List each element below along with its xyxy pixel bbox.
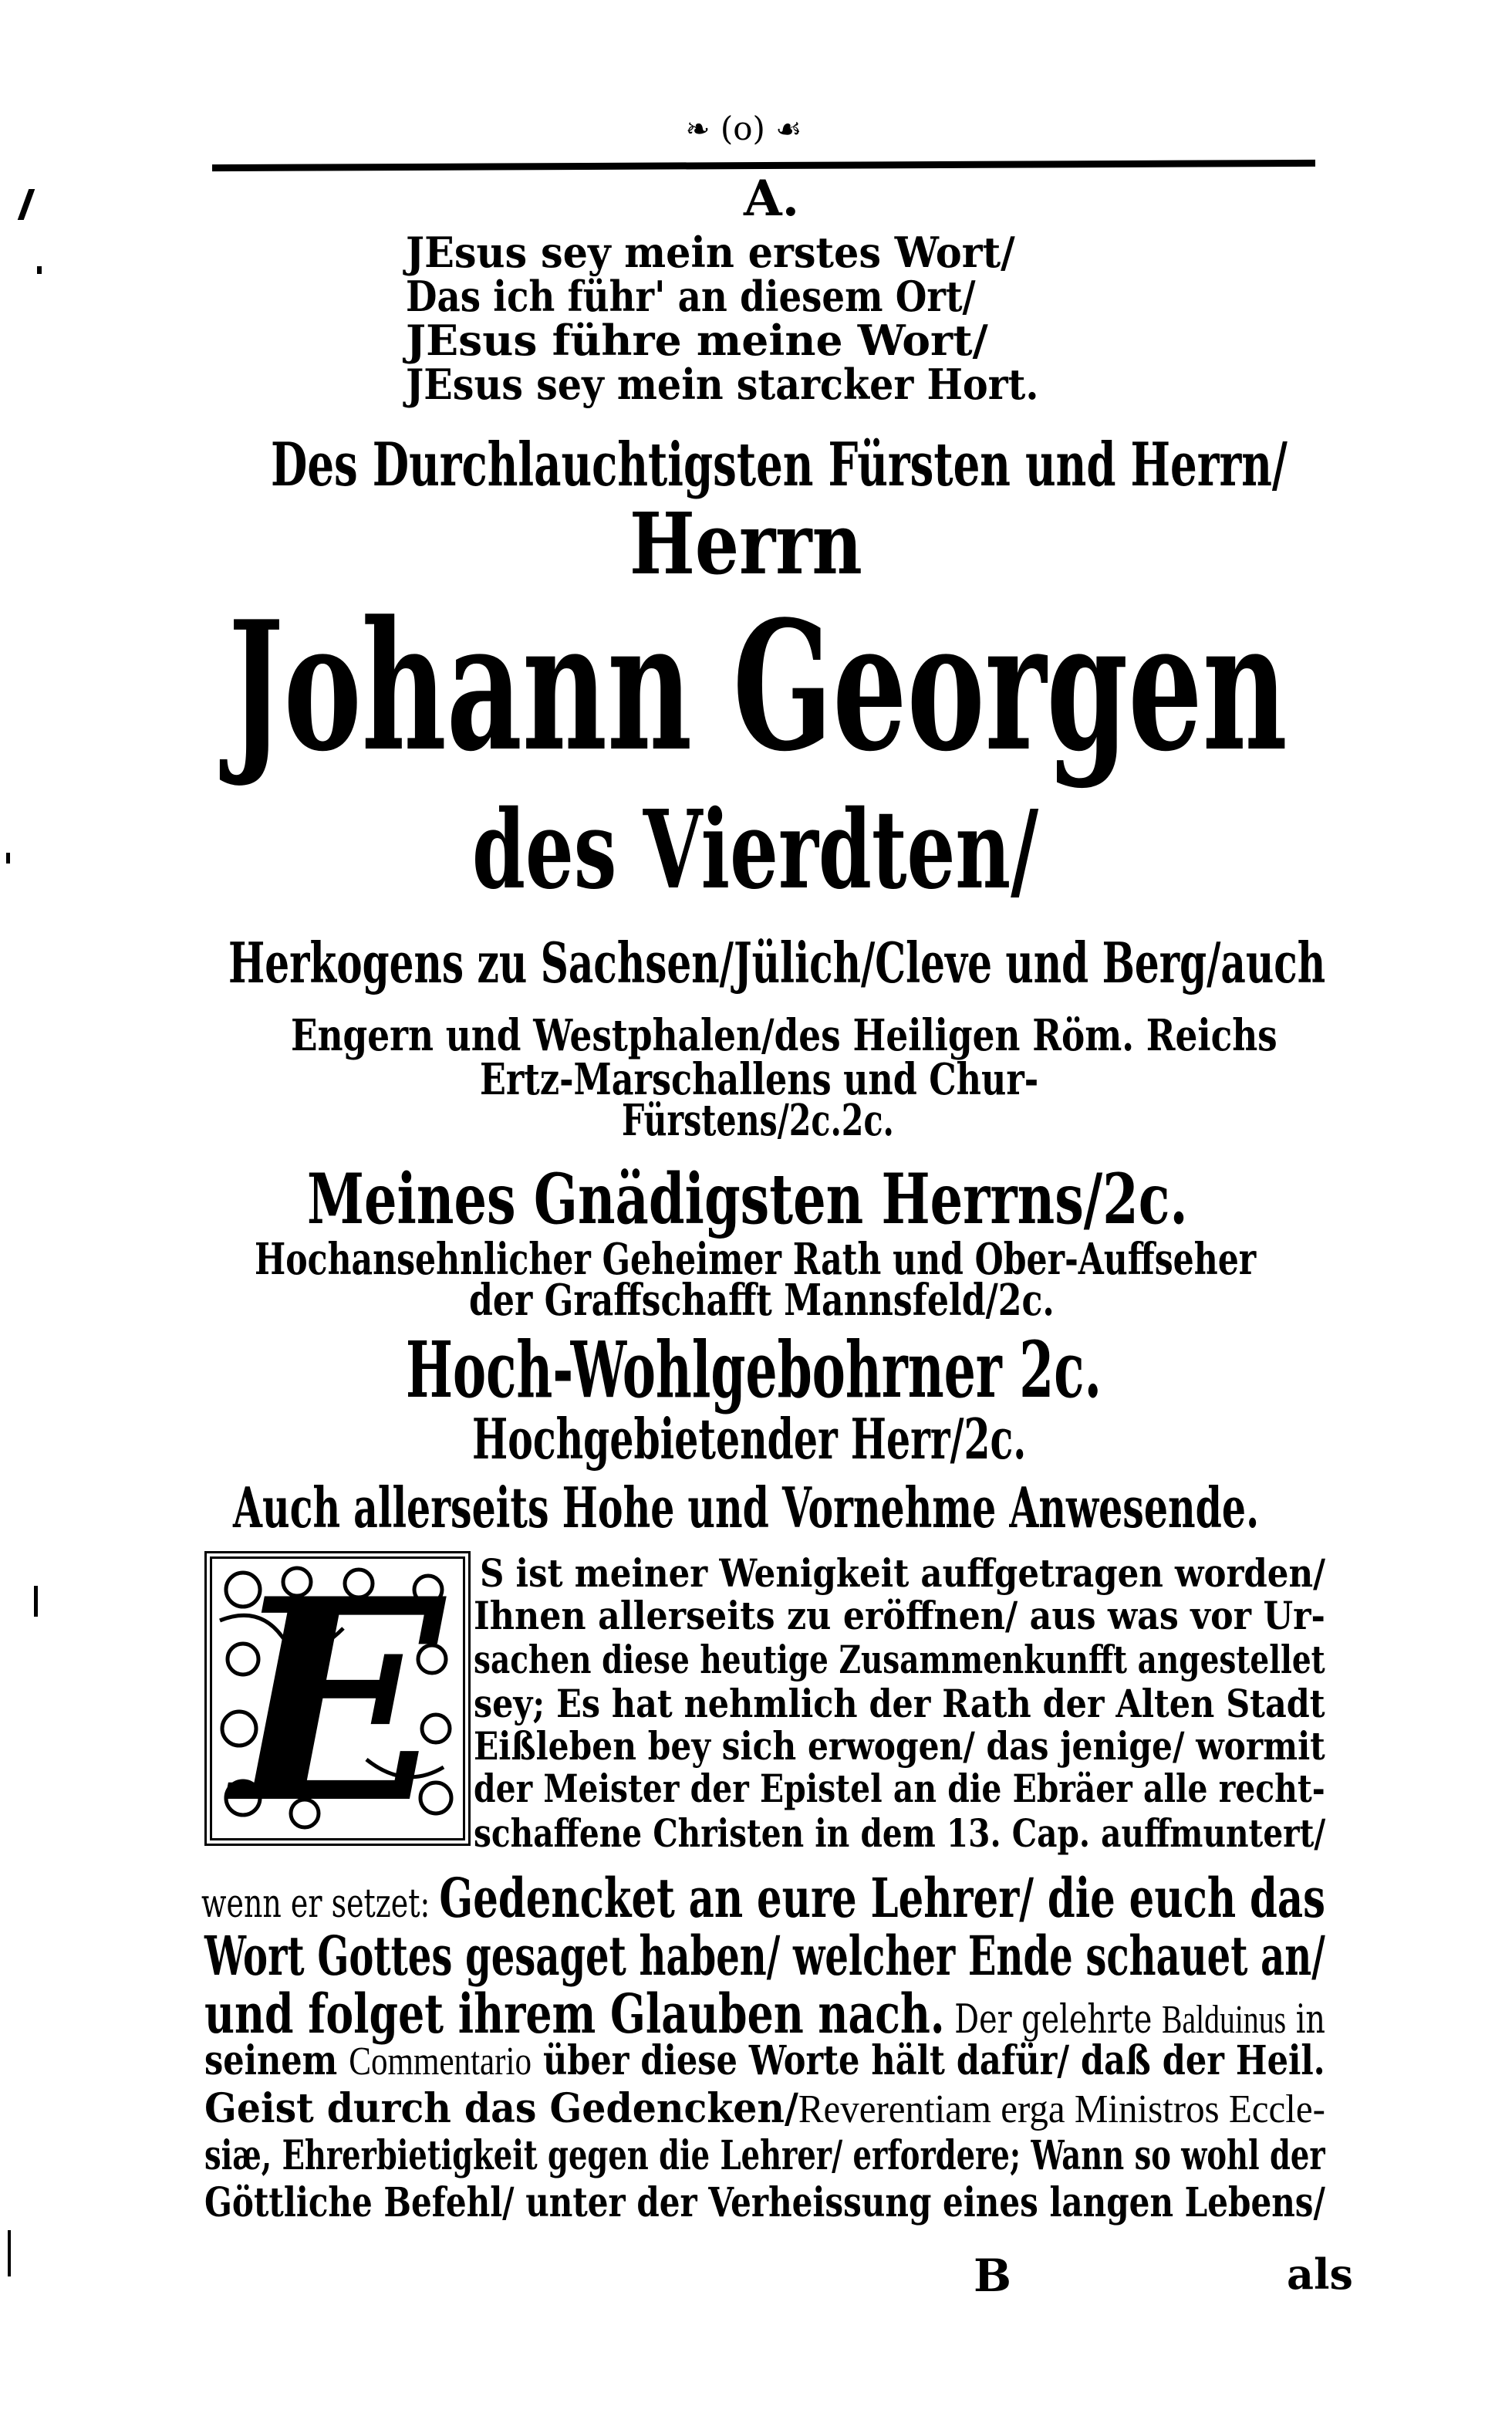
catchword: als xyxy=(1287,2249,1353,2299)
body-line: wenn er setzet: Gedencket an eure Lehrer/ die euch das xyxy=(201,1866,1326,1930)
body-line: Geist durch das Gedencken/Reverentiam erga Ministros Eccle- xyxy=(204,2085,1325,2132)
fleuron-left-icon: ❧ xyxy=(685,112,710,146)
address-line: Des Durchlauchtigsten Fürsten und Herrn/ xyxy=(271,430,1288,500)
address-line: Auch allerseits Hohe und Vornehme Anwesende. xyxy=(233,1475,1260,1540)
address-line: Herrn xyxy=(629,494,862,593)
address-line: des Vierdten/ xyxy=(472,787,1039,914)
body-line: seinem Commentario über diese Worte hält dafür/ daß der Heil. xyxy=(204,2037,1325,2084)
body-line: und folget ihrem Glauben nach. Der gelehrte Balduinus in xyxy=(204,1982,1325,2046)
body-line: S ist meiner Wenigkeit auffgetragen worden/ xyxy=(480,1550,1325,1596)
address-line: Hoch-Wohlgebohrner 2c. xyxy=(406,1324,1102,1415)
scan-mark xyxy=(34,1586,38,1617)
scripture-quote: Gedencket an eure Lehrer/ die euch das xyxy=(439,1866,1326,1930)
invocation-line: JEsus sey mein starcker Hort. xyxy=(406,360,1039,409)
body-line: schaffene Christen in dem 13. Cap. auffmuntert/ xyxy=(474,1810,1326,1856)
body-line: Ihnen allerseits zu eröffnen/ aus was vor Ur- xyxy=(474,1593,1325,1638)
invocation-line: JEsus führe meine Wort/ xyxy=(406,316,988,365)
scripture-quote: und folget ihrem Glauben nach. xyxy=(204,1982,945,2046)
body-line: siæ, Ehrerbietigkeit gegen die Lehrer/ erfordere; Wann so wohl der xyxy=(204,2132,1325,2179)
signature-letter: A. xyxy=(744,170,799,228)
fleuron-right-icon: ☙ xyxy=(775,112,802,146)
address-line: Hochgebietender Herr/2c. xyxy=(472,1406,1027,1472)
dropcap-letter: E xyxy=(231,1551,444,1846)
scan-mark xyxy=(8,2230,11,2276)
dedicatee-name: Johann Georgen xyxy=(228,583,1288,791)
address-line: Ertz-Marschallens und Chur- xyxy=(480,1054,1039,1105)
body-line: sachen diese heutige Zusammenkunfft angestellet xyxy=(474,1637,1325,1682)
body-line scripture-quote: Wort Gottes gesaget haben/ welcher Ende schauet an/ xyxy=(204,1924,1325,1988)
body-line: sey; Es hat nehmlich der Rath der Alten Stadt xyxy=(474,1681,1325,1726)
invocation-line: Das ich führ' an diesem Ort/ xyxy=(406,272,976,321)
author-name: Balduinus xyxy=(1161,1998,1287,2042)
body-line: Göttliche Befehl/ unter der Verheissung eines langen Lebens/ xyxy=(204,2179,1325,2226)
address-line: Herkogens zu Sachsen/Jülich/Cleve und Berg/auch xyxy=(228,930,1326,995)
address-line: Engern und Westphalen/des Heiligen Röm. Reichs xyxy=(291,1010,1277,1061)
scan-mark xyxy=(37,266,42,274)
body-line: der Meister der Epistel an die Ebräer alle recht- xyxy=(474,1766,1325,1811)
invocation-line: JEsus sey mein erstes Wort/ xyxy=(406,228,1015,277)
page-header-ornament xyxy=(638,108,849,150)
address-line: Hochansehnlicher Geheimer Rath und Ober-Auffseher xyxy=(255,1234,1257,1285)
signature-mark: B xyxy=(974,2249,1012,2302)
body-line: Eißleben bey sich erwogen/ das jenige/ wormit xyxy=(474,1723,1325,1769)
decorated-initial xyxy=(204,1551,471,1846)
address-line: Meines Gnädigsten Herrns/2c. xyxy=(307,1158,1188,1240)
address-line: der Graffschafft Mannsfeld/2c. xyxy=(469,1275,1055,1326)
address-line: Fürstens/2c.2c. xyxy=(622,1095,894,1146)
scan-mark xyxy=(6,853,10,864)
page-mark: (o) xyxy=(720,110,765,147)
scan-mark xyxy=(18,189,35,220)
